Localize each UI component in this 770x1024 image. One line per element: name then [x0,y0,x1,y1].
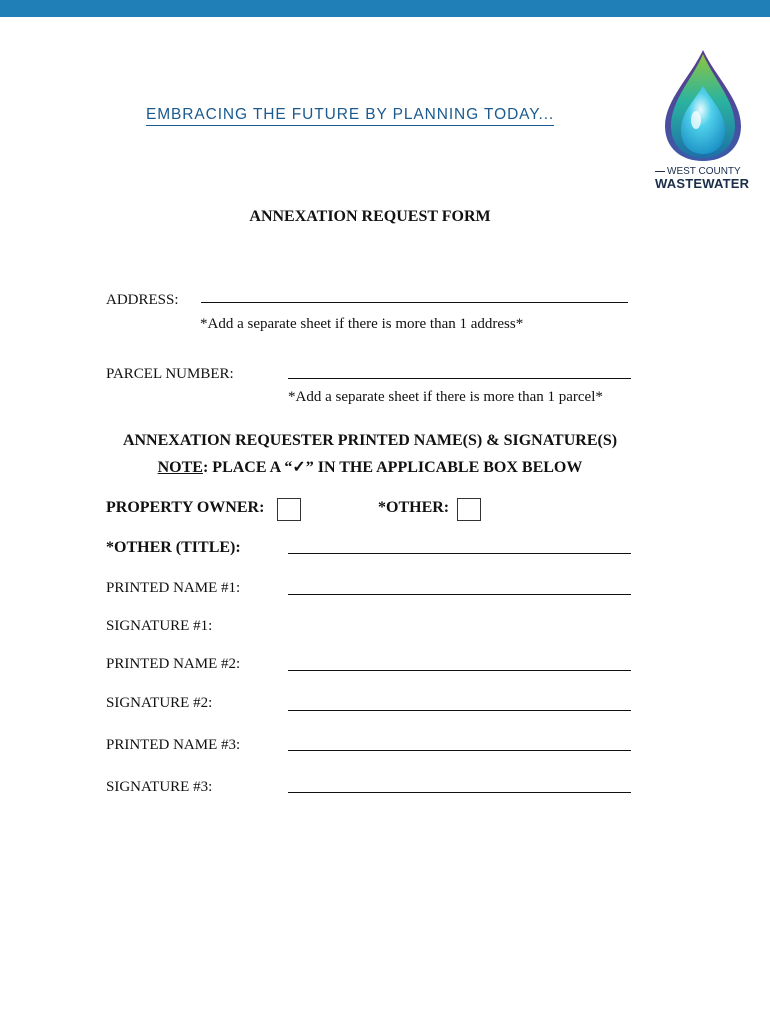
printed-name-1-input[interactable] [288,594,631,595]
other-label: *OTHER: [378,499,450,516]
parcel-number-input[interactable] [288,378,631,379]
signature-2-input[interactable] [288,710,631,711]
property-owner-checkbox[interactable] [277,498,301,521]
parcel-note: *Add a separate sheet if there is more than 1 parcel* [288,389,603,405]
section-heading: ANNEXATION REQUESTER PRINTED NAME(S) & SIGNATURE(S) [122,432,618,449]
printed-name-3-input[interactable] [288,750,631,751]
form-title: ANNEXATION REQUEST FORM [249,208,491,225]
property-owner-label: PROPERTY OWNER: [106,499,265,516]
parcel-number-label: PARCEL NUMBER: [106,366,234,382]
printed-name-3-label: PRINTED NAME #3: [106,737,241,753]
printed-name-2-input[interactable] [288,670,631,671]
header-bar [0,0,770,17]
address-label: ADDRESS: [106,292,179,308]
address-input[interactable] [201,302,628,303]
water-drop-icon [663,48,743,163]
signature-3-input[interactable] [288,792,631,793]
printed-name-1-label: PRINTED NAME #1: [106,580,241,596]
other-title-input[interactable] [288,553,631,554]
logo [655,48,750,193]
checkbox-note [0,457,740,477]
tagline: EMBRACING THE FUTURE BY PLANNING TODAY... [146,106,554,126]
brand-top-text: WEST COUNTY [667,166,741,177]
signature-3-label: SIGNATURE #3: [106,779,213,795]
note-text: : PLACE A “✓” IN THE APPLICABLE BOX BELOW [202,459,583,476]
other-title-label: *OTHER (TITLE): [106,539,241,556]
signature-1-label: SIGNATURE #1: [106,618,213,634]
note-label: NOTE [157,459,203,476]
brand-bottom-text: WASTEWATER [655,176,750,191]
other-checkbox[interactable] [457,498,481,521]
address-note: *Add a separate sheet if there is more than 1 address* [200,316,524,332]
signature-2-label: SIGNATURE #2: [106,695,213,711]
printed-name-2-label: PRINTED NAME #2: [106,656,241,672]
